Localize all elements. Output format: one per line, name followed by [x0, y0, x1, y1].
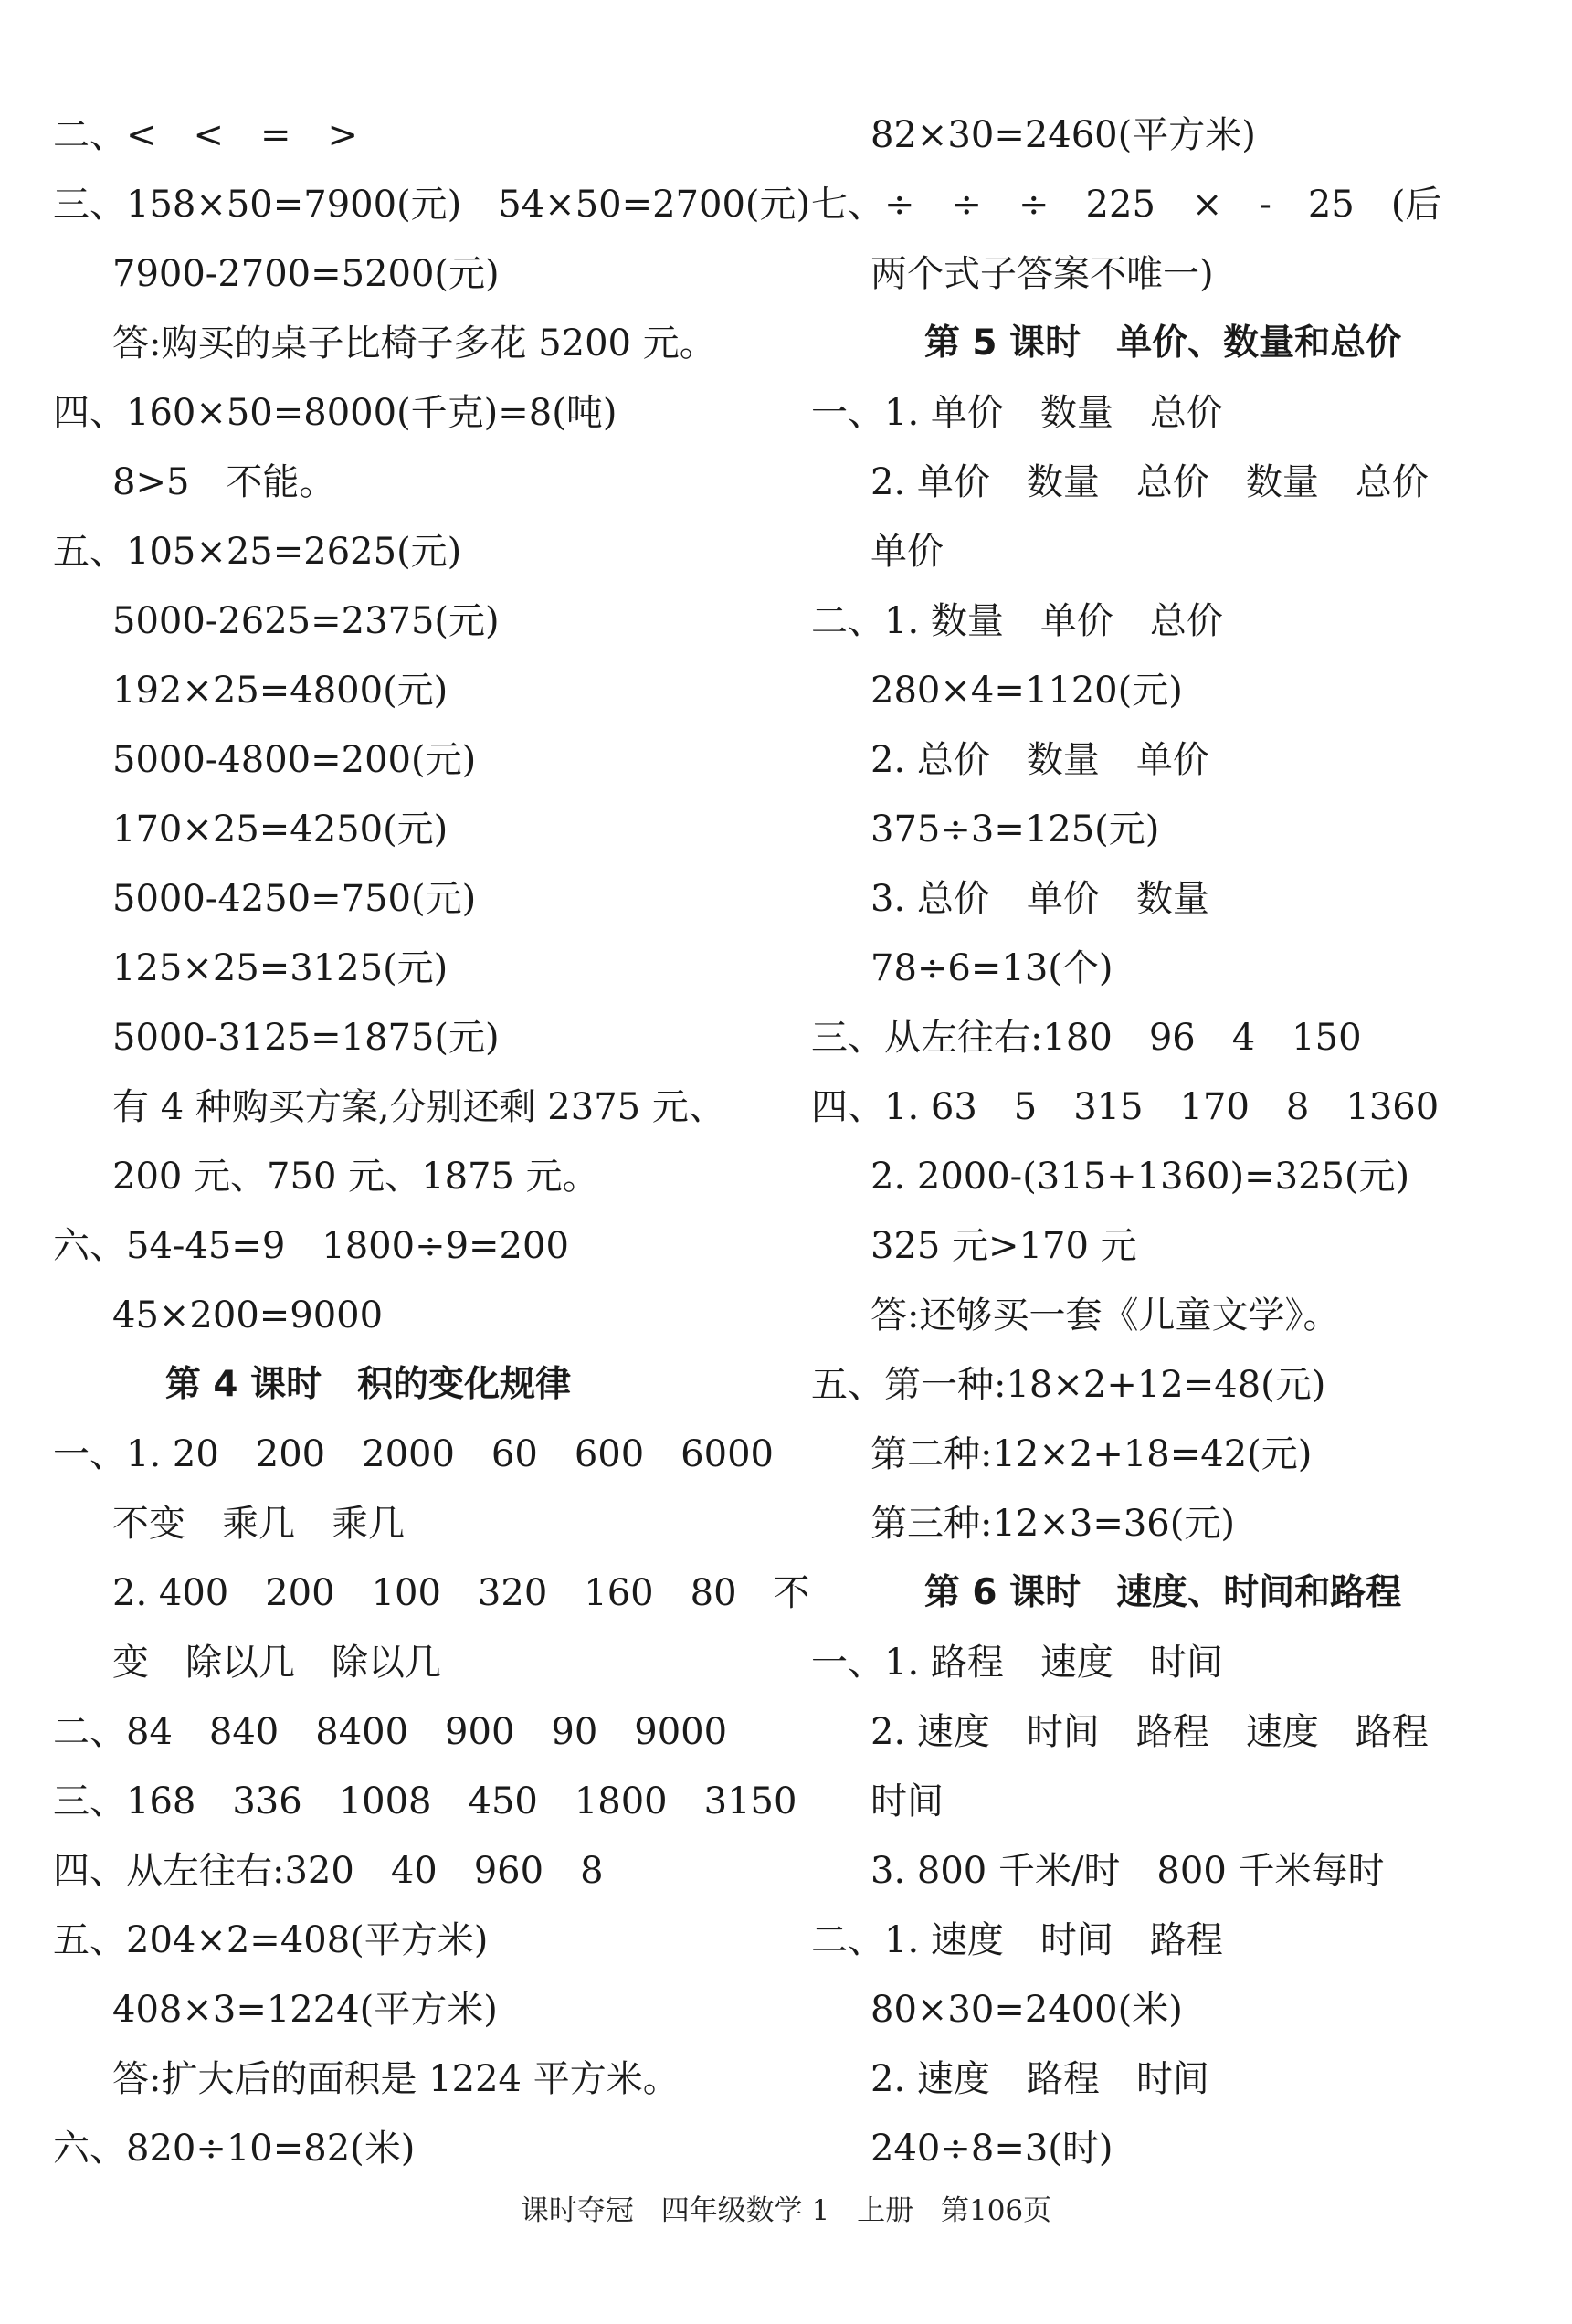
answer-line: 第二种:12×2+18=42(元) [870, 1433, 1313, 1475]
answer-line: 三、168 336 1008 450 1800 3150 [53, 1780, 797, 1822]
answer-line: 7900-2700=5200(元) [112, 253, 500, 295]
answer-line: 2. 速度 时间 路程 速度 路程 [870, 1711, 1429, 1753]
answer-line: 5000-4250=750(元) [112, 878, 477, 920]
answer-line: 第三种:12×3=36(元) [870, 1503, 1235, 1545]
answer-line: 82×30=2460(平方米) [870, 114, 1256, 156]
answer-line: 答:购买的桌子比椅子多花 5200 元。 [112, 322, 716, 364]
footer-grade-subject: 四年级数学 1 [660, 2194, 830, 2227]
answer-line: 五、204×2=408(平方米) [53, 1919, 489, 1961]
answer-line: 六、54-45=9 1800÷9=200 [53, 1225, 569, 1267]
answer-line: 2. 总价 数量 单价 [870, 739, 1209, 781]
footer-volume: 上册 [857, 2194, 914, 2227]
answer-line: 一、1. 单价 数量 总价 [811, 392, 1223, 434]
answer-line: 三、从左往右:180 96 4 150 [811, 1017, 1362, 1059]
answer-column-right [811, 100, 1551, 2183]
answer-line: 四、160×50=8000(千克)=8(吨) [53, 392, 617, 434]
footer-series: 课时夺冠 [520, 2194, 634, 2227]
answer-line: 二、1. 数量 单价 总价 [811, 600, 1223, 642]
answer-line: 三、158×50=7900(元) 54×50=2700(元) [53, 184, 811, 226]
answer-line: 二、< < = > [53, 114, 359, 156]
answer-line: 5000-4800=200(元) [112, 739, 477, 781]
answer-line: 一、1. 路程 速度 时间 [811, 1642, 1223, 1684]
answer-line: 二、84 840 8400 900 90 9000 [53, 1711, 728, 1753]
answer-column-left [53, 100, 811, 2183]
answer-line: 5000-2625=2375(元) [112, 600, 500, 642]
answer-line: 答:还够买一套《儿童文学》。 [870, 1294, 1340, 1336]
answer-line: 二、1. 速度 时间 路程 [811, 1919, 1223, 1961]
answer-line: 2. 2000-(315+1360)=325(元) [870, 1156, 1410, 1198]
answer-line: 78÷6=13(个) [870, 947, 1113, 989]
answer-line: 2. 速度 路程 时间 [870, 2058, 1209, 2100]
answer-line: 五、第一种:18×2+12=48(元) [811, 1364, 1326, 1406]
answer-line: 5000-3125=1875(元) [112, 1017, 500, 1059]
answer-line: 答:扩大后的面积是 1224 平方米。 [112, 2058, 680, 2100]
answer-line: 时间 [870, 1780, 944, 1822]
answer-line: 一、1. 20 200 2000 60 600 6000 [53, 1433, 774, 1475]
lesson-heading: 第 6 课时 速度、时间和路程 [923, 1572, 1402, 1613]
lesson-heading: 第 5 课时 单价、数量和总价 [923, 322, 1402, 364]
answer-line: 170×25=4250(元) [112, 808, 448, 850]
answer-line: 单价 [870, 531, 944, 573]
answer-line: 3. 总价 单价 数量 [870, 878, 1209, 920]
answer-line: 3. 800 千米/时 800 千米每时 [870, 1850, 1385, 1892]
answer-line: 280×4=1120(元) [870, 670, 1183, 712]
answer-line: 有 4 种购买方案,分别还剩 2375 元、 [112, 1086, 725, 1128]
footer-page-number: 第106页 [940, 2194, 1052, 2227]
answer-line: 240÷8=3(时) [870, 2128, 1113, 2170]
answer-line: 325 元>170 元 [870, 1225, 1137, 1267]
lesson-heading: 第 4 课时 积的变化规律 [164, 1364, 572, 1405]
answer-line: 五、105×25=2625(元) [53, 531, 462, 573]
answer-line: 四、从左往右:320 40 960 8 [53, 1850, 604, 1892]
answer-line: 变 除以几 除以几 [112, 1642, 441, 1684]
answer-line: 200 元、750 元、1875 元。 [112, 1156, 599, 1198]
answer-line: 192×25=4800(元) [112, 670, 448, 712]
answer-line: 2. 单价 数量 总价 数量 总价 [870, 461, 1429, 503]
answer-line: 80×30=2400(米) [870, 1989, 1183, 2031]
answer-line: 2. 400 200 100 320 160 80 不 [112, 1572, 810, 1614]
answer-line: 45×200=9000 [112, 1294, 384, 1336]
answer-line: 七、÷ ÷ ÷ 225 × - 25 (后 [811, 184, 1442, 226]
answer-line: 两个式子答案不唯一) [870, 253, 1214, 295]
answer-line: 四、1. 63 5 315 170 8 1360 [811, 1086, 1440, 1128]
answer-line: 408×3=1224(平方米) [112, 1989, 498, 2031]
page-footer [0, 2188, 1572, 2234]
answer-line: 125×25=3125(元) [112, 947, 448, 989]
answer-line: 375÷3=125(元) [870, 808, 1160, 850]
answer-line: 不变 乘几 乘几 [112, 1503, 405, 1545]
answer-line: 六、820÷10=82(米) [53, 2128, 416, 2170]
answer-line: 8>5 不能。 [112, 461, 336, 503]
